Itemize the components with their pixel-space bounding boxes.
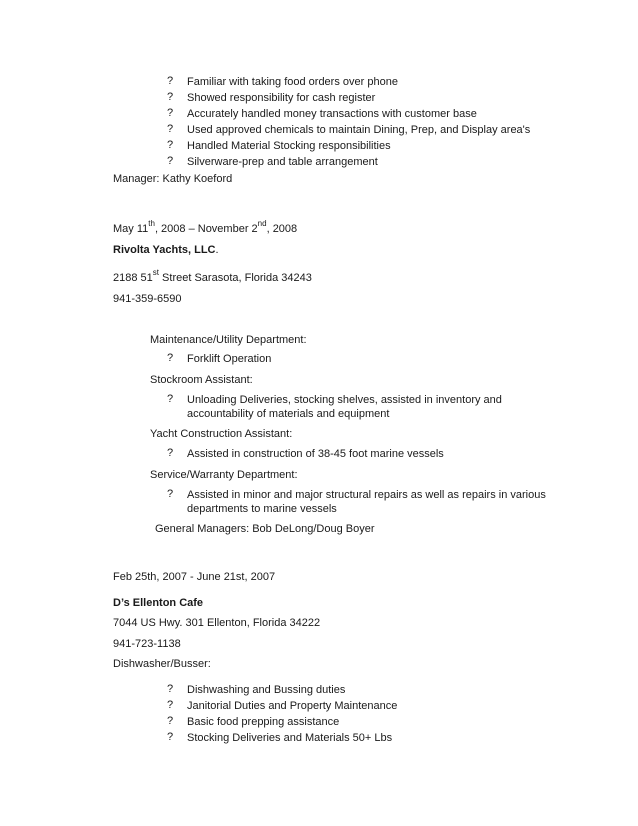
section-title: Maintenance/Utility Department:	[150, 334, 307, 346]
list-item-text: Silverware-prep and table arrangement	[187, 156, 378, 168]
bullet-marker: ?	[167, 352, 174, 364]
company-phone: 941-359-6590	[113, 293, 182, 305]
list-item-text: Dishwashing and Bussing duties	[187, 684, 346, 696]
date-start-suffix: th	[148, 219, 155, 228]
bullet-marker: ?	[167, 731, 174, 743]
company-name	[113, 243, 219, 257]
job-dates	[113, 219, 298, 237]
bullet-marker: ?	[167, 155, 174, 167]
date-middle: , 2008 – November 2	[154, 223, 258, 235]
company-name-text: D’s Ellenton Cafe	[113, 597, 204, 609]
bullet-marker: ?	[167, 91, 174, 103]
date-end: , 2008	[266, 223, 298, 235]
company-address: 7044 US Hwy. 301 Ellenton, Florida 34222	[113, 617, 321, 629]
role-title: Dishwasher/Busser:	[113, 658, 211, 670]
list-item-text: Forklift Operation	[187, 353, 272, 365]
section-title: Service/Warranty Department:	[150, 469, 298, 481]
job-dates: Feb 25th, 2007 - June 21st, 2007	[113, 571, 276, 583]
list-item-text: Unloading Deliveries, stocking shelves, assisted in inventory and accountability of materials and equipment	[187, 394, 502, 420]
bullet-marker: ?	[167, 683, 174, 695]
bullet-marker: ?	[167, 107, 174, 119]
bullet-marker: ?	[167, 447, 174, 459]
list-item-text: Familiar with taking food orders over phone	[187, 76, 398, 88]
list-item-text: Showed responsibility for cash register	[187, 92, 376, 104]
list-item-text: Janitorial Duties and Property Maintenance	[187, 700, 398, 712]
bullet-marker: ?	[167, 393, 174, 405]
company-name-text: Rivolta Yachts, LLC	[113, 244, 216, 256]
list-item-text: Handled Material Stocking responsibilities	[187, 140, 391, 152]
date-end-suffix: nd	[257, 219, 267, 228]
section-title: Stockroom Assistant:	[150, 374, 253, 386]
list-item-text: Basic food prepping assistance	[187, 716, 340, 728]
bullet-marker: ?	[167, 715, 174, 727]
company-name-suffix: .	[215, 244, 219, 256]
manager-line: Manager: Kathy Koeford	[113, 173, 233, 185]
address-start: 2188 51	[113, 272, 153, 284]
bullet-marker: ?	[167, 699, 174, 711]
bullet-marker: ?	[167, 488, 174, 500]
list-item-text: Assisted in construction of 38-45 foot marine vessels	[187, 448, 444, 460]
bullet-marker: ?	[167, 139, 174, 151]
bullet-marker: ?	[167, 123, 174, 135]
address-end: Street Sarasota, Florida 34243	[159, 272, 312, 284]
list-item-text: Stocking Deliveries and Materials 50+ Lbs	[187, 732, 393, 744]
section-title: Yacht Construction Assistant:	[150, 428, 293, 440]
list-item-text: Assisted in minor and major structural repairs as well as repairs in various departments to marine vessels	[187, 489, 546, 515]
company-address	[113, 268, 312, 286]
list-item-text: Used approved chemicals to maintain Dining, Prep, and Display area's	[187, 124, 531, 136]
date-start: May 11	[113, 223, 149, 235]
company-phone: 941-723-1138	[113, 638, 181, 650]
company-name	[113, 596, 203, 610]
general-managers-line: General Managers: Bob DeLong/Doug Boyer	[155, 523, 375, 535]
address-suffix: st	[152, 268, 159, 277]
list-item-text: Accurately handled money transactions with customer base	[187, 108, 477, 120]
bullet-marker: ?	[167, 75, 174, 87]
